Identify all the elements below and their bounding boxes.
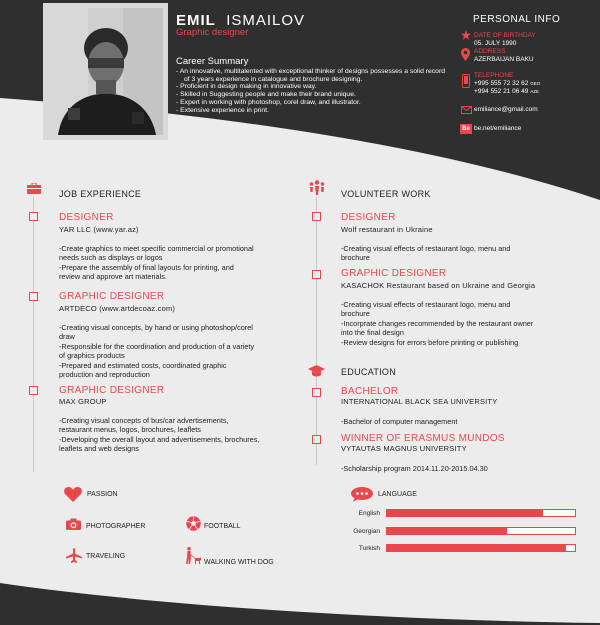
phone-2-tag: AZE — [530, 89, 539, 94]
desc-line: production and reproduction — [59, 370, 150, 380]
phone-2 — [474, 88, 539, 95]
hobby-walking-with-dog: WALKING WITH DOG — [204, 559, 274, 566]
phone-label: TELEPHONE — [474, 72, 514, 79]
speech-bubble-icon — [351, 487, 373, 502]
job-1-role: DESIGNER — [59, 212, 114, 223]
people-icon — [309, 180, 325, 195]
vol-2-company: KASACHOK Restaurant based on Ukraine and Georgia — [341, 281, 536, 290]
football-icon — [186, 516, 201, 531]
language-title: LANGUAGE — [378, 491, 417, 498]
vol-2-desc — [341, 300, 533, 347]
hobby-photographer: PHOTOGRAPHER — [86, 523, 146, 530]
desc-line: into the final design — [341, 328, 404, 338]
address-label: ADDRESS — [474, 48, 506, 55]
timeline-marker — [312, 435, 321, 444]
desc-line: brochure — [341, 253, 370, 263]
timeline-marker — [29, 386, 38, 395]
graduation-cap-icon — [308, 365, 325, 377]
language-bar-fill — [387, 545, 566, 551]
phone-icon — [462, 74, 470, 88]
walking-dog-icon — [185, 547, 201, 564]
edu-2-desc: -Scholarship program 2014.11.20-2015.04.30 — [341, 464, 488, 473]
timeline-marker — [29, 292, 38, 301]
location-pin-icon — [461, 48, 470, 61]
timeline-marker — [312, 212, 321, 221]
desc-line: review and approve art materials. — [59, 272, 167, 282]
edu-1-degree: BACHELOR — [341, 386, 399, 397]
job-1-company: YAR LLC (www.yar.az) — [59, 225, 139, 234]
desc-line: brochure — [341, 309, 370, 319]
first-name: EMIL — [176, 12, 216, 29]
job-3-role: GRAPHIC DESIGNER — [59, 385, 165, 396]
timeline-marker — [312, 270, 321, 279]
summary-item: - An innovative, multitalented with exceptional thinker of designs possesses a solid record of 3 years experience in catalogue and brochure designing. — [176, 68, 446, 83]
camera-icon — [66, 518, 81, 530]
job-1-desc — [59, 244, 254, 282]
language-bar — [386, 544, 576, 552]
desc-line: -Incorprate changes recommended by the restaurant owner — [341, 318, 534, 328]
timeline-marker — [29, 212, 38, 221]
profile-photo — [48, 8, 163, 135]
language-bar — [386, 509, 576, 517]
edu-1-school: INTERNATIONAL BLACK SEA UNIVERSITY — [341, 397, 498, 406]
edu-2-degree: WINNER OF ERASMUS MUNDOS — [341, 433, 505, 444]
email-icon — [461, 106, 472, 114]
job-2-role: GRAPHIC DESIGNER — [59, 291, 165, 302]
language-bar-fill — [387, 528, 507, 534]
volunteer-section-title: VOLUNTEER WORK — [341, 189, 431, 199]
personal-info-title: PERSONAL INFO — [473, 14, 561, 25]
job-2-desc — [59, 323, 254, 379]
desc-line: -Developing the overall layout and advertisements, brochures, — [59, 434, 260, 444]
education-section-title: EDUCATION — [341, 367, 397, 377]
dob-label: DATE OF BIRTHDAY — [474, 32, 536, 39]
briefcase-icon — [27, 183, 41, 194]
job-3-company: MAX GROUP — [59, 397, 107, 406]
language-name: Georgian — [353, 528, 380, 535]
language-bar-fill — [387, 510, 543, 516]
job-role: Graphic designer — [176, 27, 249, 38]
job-timeline-line — [33, 197, 34, 472]
hobby-traveling: TRAVELING — [86, 553, 126, 560]
last-name: ISMAILOV — [226, 12, 306, 29]
desc-line: -Prepared and estimated costs, coordinated graphic — [59, 360, 227, 370]
heart-icon — [64, 486, 82, 502]
summary-item: - Proficient in design making in innovative way. — [176, 83, 317, 91]
summary-list — [176, 68, 446, 114]
desc-line: -Review designs for errors before printing or publishing — [341, 337, 519, 347]
footer-background — [0, 575, 600, 625]
behance-icon: Be — [460, 124, 472, 134]
phone-1 — [474, 80, 540, 87]
hobby-passion: PASSION — [87, 491, 118, 498]
desc-line: draw — [59, 332, 75, 342]
vol-2-role: GRAPHIC DESIGNER — [341, 268, 447, 279]
summary-item: - Skilled in Suggesting people and make their brand unique. — [176, 91, 356, 99]
desc-line: -Creating visual concepts of bus/car advertisements, — [59, 416, 229, 425]
desc-line: needs such as displays or logos — [59, 253, 163, 263]
edu-1-desc: -Bachelor of computer management — [341, 417, 458, 426]
vol-1-company: Wolf restaurant in Ukraine — [341, 225, 433, 234]
volunteer-timeline-line — [316, 197, 317, 465]
desc-line: -Responsible for the coordination and production of a variety — [59, 341, 255, 351]
timeline-marker — [312, 388, 321, 397]
behance-link[interactable]: be.net/emiliance — [474, 125, 522, 132]
star-icon — [461, 30, 471, 40]
job-section-title: JOB EXPERIENCE — [59, 189, 142, 199]
desc-line: restaurant menus, logos, brochures, leaflets — [59, 425, 201, 435]
desc-line: -Create graphics to meet specific commercial or promotional — [59, 244, 254, 253]
edu-2-school: VYTAUTAS MAGNUS UNIVERSITY — [341, 444, 467, 453]
vol-1-role: DESIGNER — [341, 212, 396, 223]
language-name: Turkish — [358, 545, 380, 552]
hobby-football: FOOTBALL — [204, 523, 241, 530]
language-name: English — [358, 510, 380, 517]
phone-1-tag: GEO — [530, 81, 541, 86]
airplane-icon — [66, 548, 82, 563]
address-value: AZERBAIJAN BAKU — [474, 56, 534, 63]
language-bar — [386, 527, 576, 535]
phone-2-number: +994 552 21 06 49 — [474, 88, 529, 95]
summary-item: - Extensive experience in print. — [176, 106, 269, 114]
vol-1-desc — [341, 244, 510, 263]
phone-1-number: +995 555 72 32 62 — [474, 80, 529, 87]
desc-line: -Creating visual effects of restaurant logo, menu and — [341, 300, 511, 309]
desc-line: -Creating visual effects of restaurant logo, menu and — [341, 244, 511, 253]
email-value[interactable]: emiliance@gmail.com — [474, 106, 538, 113]
desc-line: -Prepare the assembly of final layouts for printing, and — [59, 262, 234, 272]
desc-line: leaflets and web designs — [59, 444, 139, 454]
summary-item: - Expert in working with photoshop, corel draw, and illustrator. — [176, 98, 361, 106]
desc-line: of graphics products — [59, 351, 125, 361]
desc-line: -Creating visual concepts, by hand or using photoshop/corel — [59, 323, 253, 332]
dob-value: 05. JULY 1990 — [474, 40, 517, 47]
job-3-desc — [59, 416, 259, 454]
summary-title: Career Summary — [176, 56, 249, 67]
job-2-company: ARTDECO (www.artdecoaz.com) — [59, 304, 176, 313]
